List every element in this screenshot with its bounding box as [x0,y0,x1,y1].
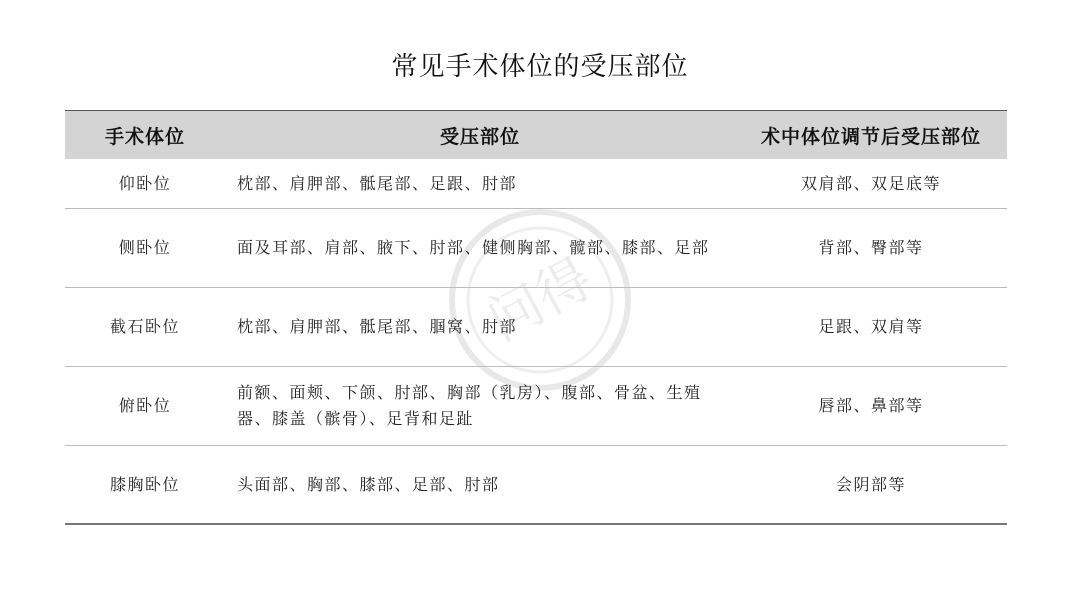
cell-pressure-sites: 枕部、肩胛部、骶尾部、足跟、肘部 [225,159,735,209]
cell-position: 仰卧位 [65,159,225,209]
cell-adjusted-sites: 会阴部等 [735,446,1007,525]
pressure-sites-table [65,110,1007,525]
table-header-row [65,111,1007,160]
cell-adjusted-sites: 足跟、双肩等 [735,288,1007,367]
cell-position: 俯卧位 [65,367,225,446]
header-pressure-sites: 受压部位 [225,111,735,160]
cell-adjusted-sites: 唇部、鼻部等 [735,367,1007,446]
cell-position: 截石卧位 [65,288,225,367]
table-row [65,367,1007,446]
cell-pressure-sites: 头面部、胸部、膝部、足部、肘部 [225,446,735,525]
page-title: 常见手术体位的受压部位 [391,52,689,82]
cell-adjusted-sites: 双肩部、双足底等 [735,159,1007,209]
cell-pressure-sites: 前额、面颊、下颌、肘部、胸部（乳房）、腹部、骨盆、生殖器、膝盖（髌骨）、足背和足趾 [225,367,735,446]
table-row [65,209,1007,288]
cell-position: 膝胸卧位 [65,446,225,525]
header-position: 手术体位 [65,111,225,160]
table-row [65,288,1007,367]
watermark-text: 问得 [477,246,603,353]
header-adjusted-sites: 术中体位调节后受压部位 [735,111,1007,160]
table-row [65,446,1007,525]
cell-adjusted-sites: 背部、臀部等 [735,209,1007,288]
table-row [65,159,1007,209]
cell-pressure-sites: 面及耳部、肩部、腋下、肘部、健侧胸部、髋部、膝部、足部 [225,209,735,288]
cell-pressure-sites: 枕部、肩胛部、骶尾部、腘窝、肘部 [225,288,735,367]
cell-position: 侧卧位 [65,209,225,288]
